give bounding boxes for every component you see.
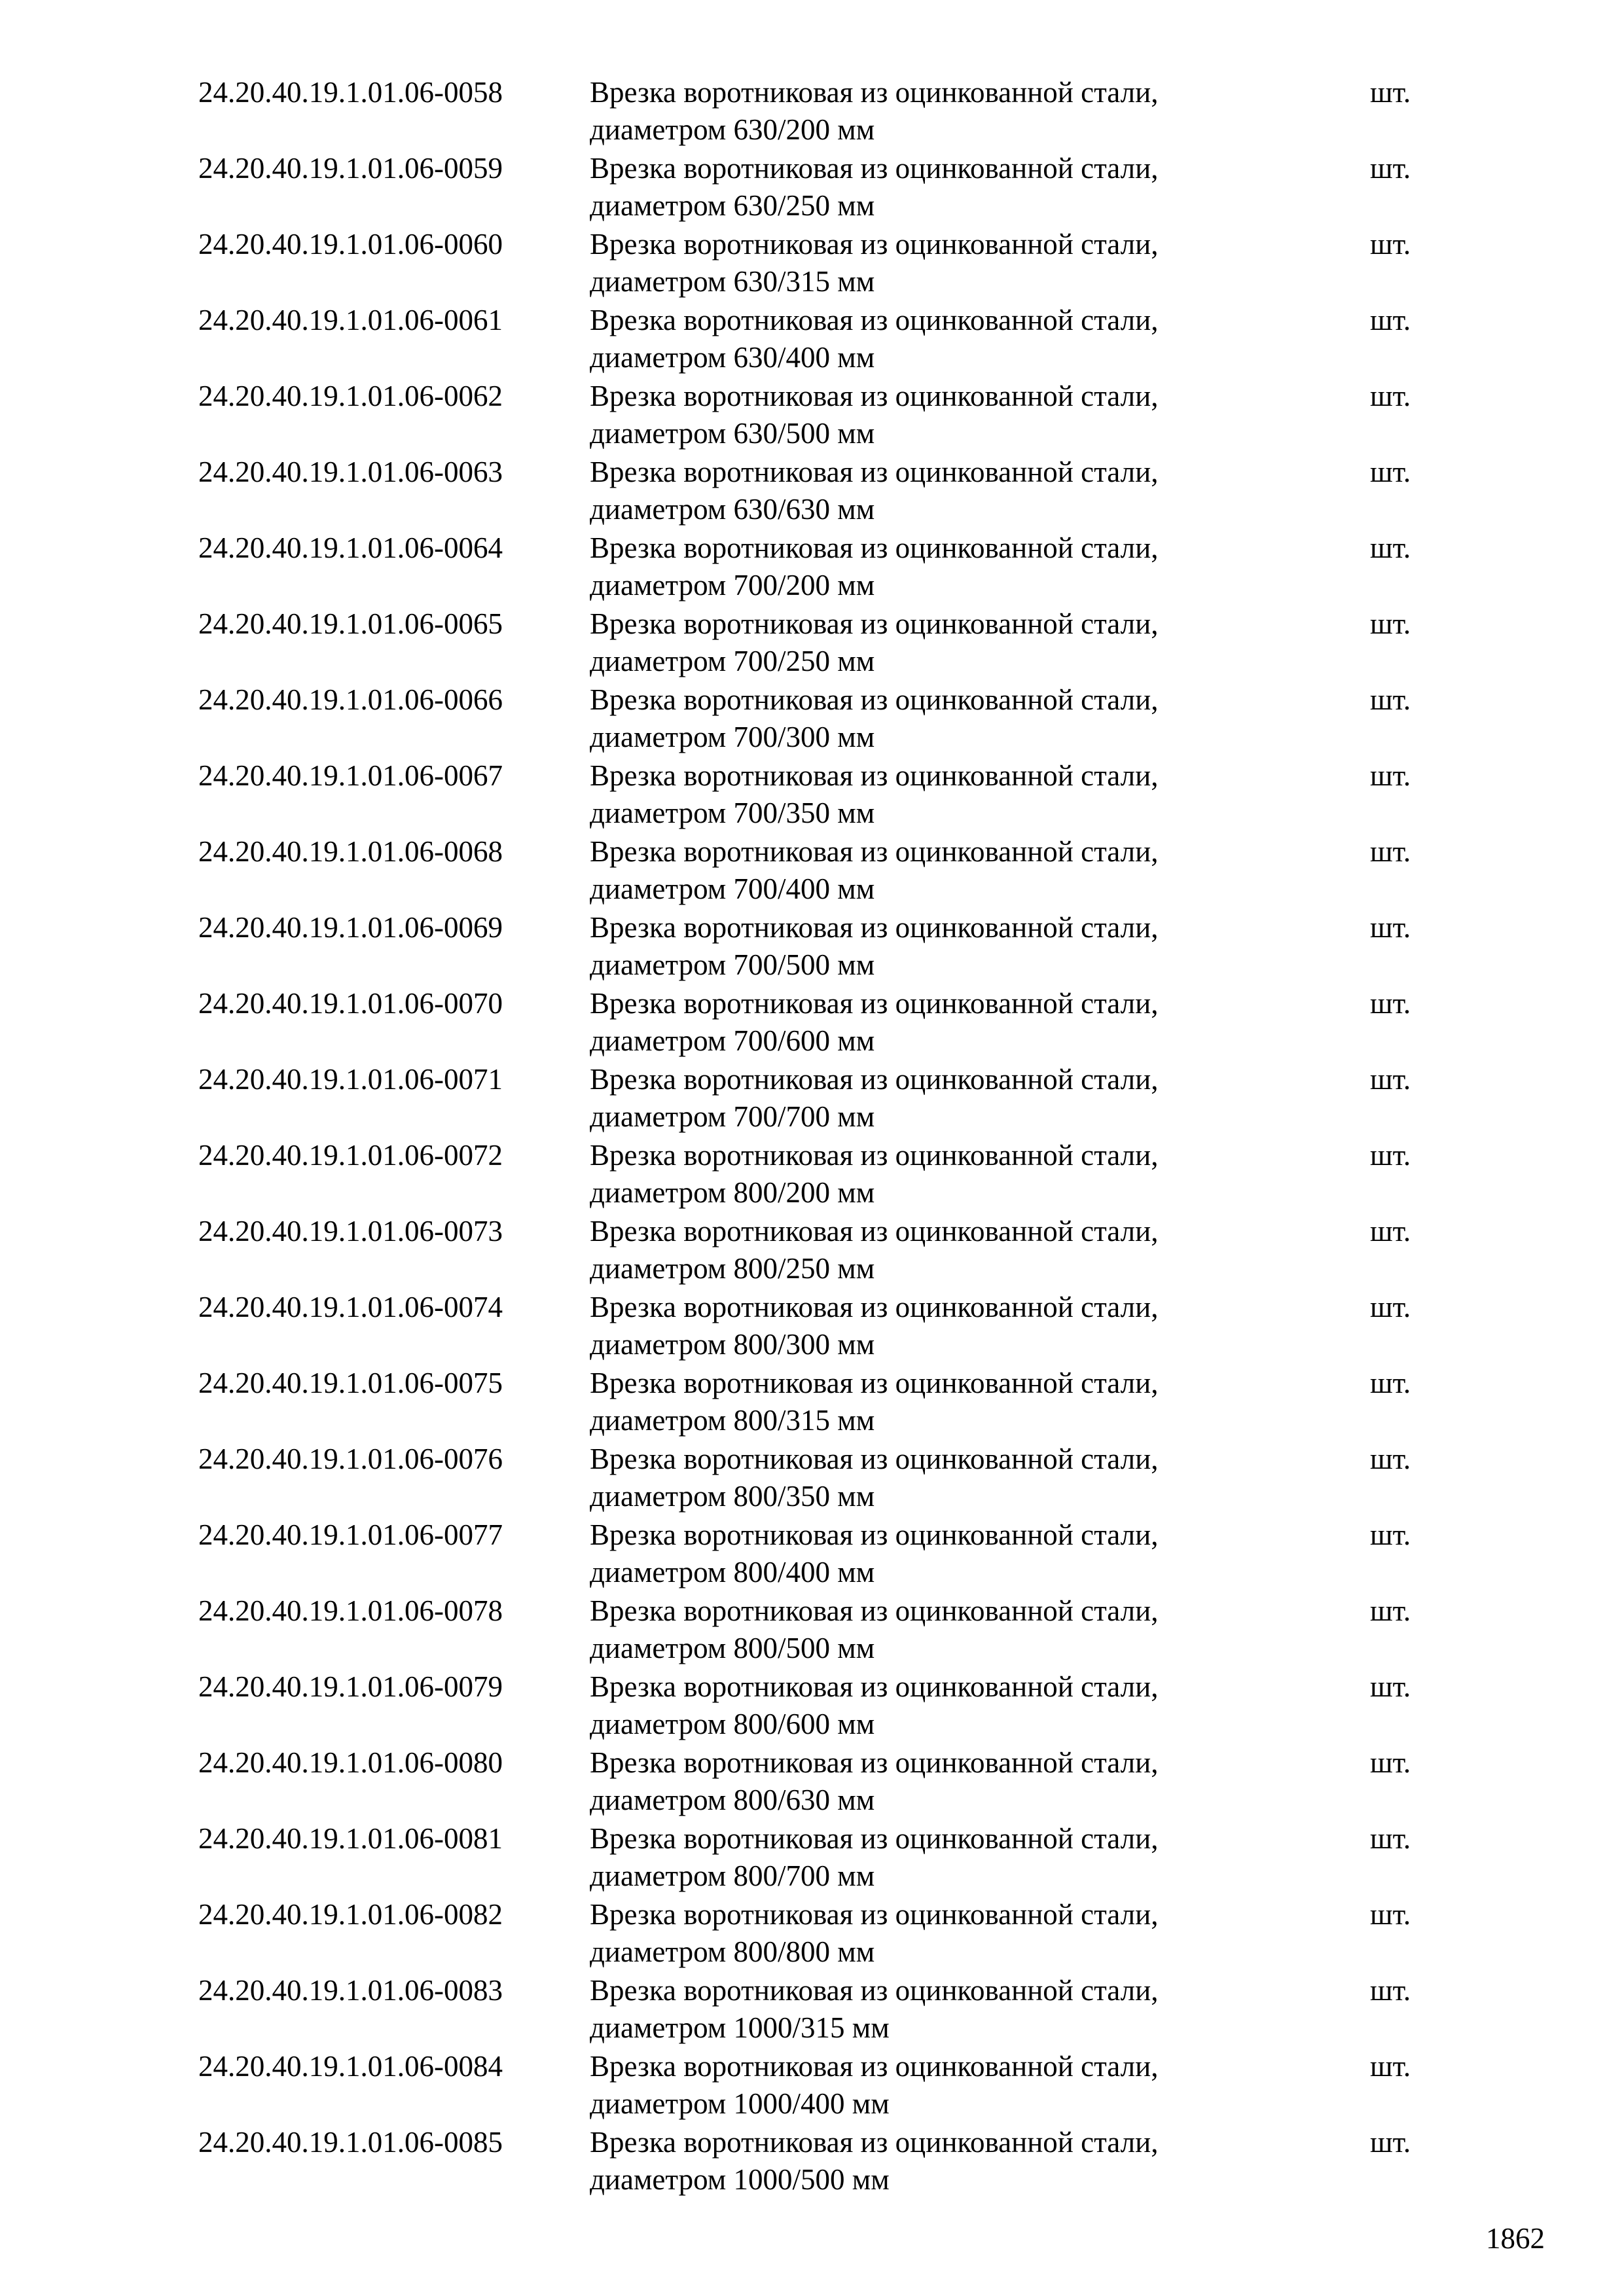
item-description (590, 1516, 1323, 1591)
item-description (590, 378, 1323, 452)
description-line-2: диаметром 630/250 мм (590, 189, 875, 222)
item-unit: шт. (1370, 1670, 1411, 1703)
description-line-1: Врезка воротниковая из оцинкованной стали, (590, 1746, 1159, 1779)
description-line-2: диаметром 700/600 мм (590, 1024, 875, 1057)
item-unit: шт. (1370, 531, 1411, 564)
item-description (590, 74, 1323, 149)
item-code: 24.20.40.19.1.01.06-0060 (198, 228, 503, 260)
catalog-row (198, 302, 1442, 378)
description-line-1: Врезка воротниковая из оцинкованной стали, (590, 1898, 1159, 1931)
item-code: 24.20.40.19.1.01.06-0072 (198, 1139, 503, 1172)
item-description (590, 1896, 1323, 1971)
description-line-2: диаметром 800/200 мм (590, 1176, 875, 1209)
description-line-1: Врезка воротниковая из оцинкованной стали, (590, 1670, 1159, 1703)
item-description (590, 1592, 1323, 1667)
item-code: 24.20.40.19.1.01.06-0065 (198, 607, 503, 640)
item-unit: шт. (1370, 683, 1411, 716)
description-line-2: диаметром 800/315 мм (590, 1404, 875, 1437)
description-line-2: диаметром 1000/500 мм (590, 2163, 890, 2196)
description-line-2: диаметром 700/500 мм (590, 948, 875, 981)
item-code: 24.20.40.19.1.01.06-0078 (198, 1594, 503, 1627)
item-description (590, 454, 1323, 528)
catalog-row (198, 833, 1442, 909)
description-line-2: диаметром 630/200 мм (590, 113, 875, 146)
description-line-2: диаметром 700/200 мм (590, 569, 875, 601)
item-description (590, 1820, 1323, 1895)
description-line-2: диаметром 800/500 мм (590, 1632, 875, 1664)
item-unit: шт. (1370, 1518, 1411, 1551)
description-line-1: Врезка воротниковая из оцинкованной стали, (590, 1215, 1159, 1247)
item-description (590, 529, 1323, 604)
description-line-2: диаметром 700/400 мм (590, 872, 875, 905)
item-unit: шт. (1370, 1215, 1411, 1247)
description-line-2: диаметром 800/700 мм (590, 1859, 875, 1892)
item-description (590, 909, 1323, 984)
item-unit: шт. (1370, 835, 1411, 868)
catalog-row (198, 681, 1442, 757)
item-code: 24.20.40.19.1.01.06-0075 (198, 1367, 503, 1399)
catalog-list (198, 74, 1442, 2200)
item-code: 24.20.40.19.1.01.06-0080 (198, 1746, 503, 1779)
item-description (590, 1744, 1323, 1819)
item-unit: шт. (1370, 152, 1411, 185)
catalog-row (198, 378, 1442, 454)
item-unit: шт. (1370, 1822, 1411, 1855)
catalog-row (198, 150, 1442, 226)
description-line-2: диаметром 630/500 мм (590, 417, 875, 450)
description-line-1: Врезка воротниковая из оцинкованной стали, (590, 1594, 1159, 1627)
item-code: 24.20.40.19.1.01.06-0074 (198, 1291, 503, 1323)
description-line-2: диаметром 800/350 мм (590, 1480, 875, 1513)
catalog-row (198, 74, 1442, 150)
item-description (590, 1061, 1323, 1136)
description-line-2: диаметром 630/400 мм (590, 341, 875, 374)
catalog-row (198, 1820, 1442, 1896)
catalog-row (198, 1365, 1442, 1441)
catalog-row (198, 1592, 1442, 1668)
item-unit: шт. (1370, 228, 1411, 260)
catalog-row (198, 1213, 1442, 1289)
description-line-2: диаметром 800/400 мм (590, 1556, 875, 1588)
item-description (590, 1289, 1323, 1363)
item-unit: шт. (1370, 304, 1411, 336)
catalog-row (198, 985, 1442, 1061)
description-line-1: Врезка воротниковая из оцинкованной стали, (590, 1518, 1159, 1551)
item-description (590, 226, 1323, 300)
item-unit: шт. (1370, 1139, 1411, 1172)
item-description (590, 681, 1323, 756)
item-unit: шт. (1370, 380, 1411, 412)
item-description (590, 1668, 1323, 1743)
item-unit: шт. (1370, 1443, 1411, 1475)
item-code: 24.20.40.19.1.01.06-0085 (198, 2126, 503, 2159)
description-line-1: Врезка воротниковая из оцинкованной стали, (590, 76, 1159, 109)
catalog-row (198, 2124, 1442, 2200)
item-description (590, 1365, 1323, 1439)
item-unit: шт. (1370, 456, 1411, 488)
item-code: 24.20.40.19.1.01.06-0073 (198, 1215, 503, 1247)
item-description (590, 302, 1323, 376)
description-line-1: Врезка воротниковая из оцинкованной стали, (590, 304, 1159, 336)
description-line-2: диаметром 630/315 мм (590, 265, 875, 298)
catalog-row (198, 1668, 1442, 1744)
item-unit: шт. (1370, 1898, 1411, 1931)
item-code: 24.20.40.19.1.01.06-0076 (198, 1443, 503, 1475)
item-description (590, 150, 1323, 224)
page-number: 1862 (1486, 2222, 1545, 2255)
item-unit: шт. (1370, 987, 1411, 1020)
item-description (590, 1972, 1323, 2047)
description-line-2: диаметром 1000/315 мм (590, 2011, 890, 2044)
item-code: 24.20.40.19.1.01.06-0084 (198, 2050, 503, 2083)
description-line-1: Врезка воротниковая из оцинкованной стали, (590, 607, 1159, 640)
item-description (590, 1137, 1323, 1211)
catalog-row (198, 1289, 1442, 1365)
catalog-row (198, 226, 1442, 302)
item-description (590, 757, 1323, 832)
item-unit: шт. (1370, 1367, 1411, 1399)
catalog-row (198, 909, 1442, 985)
description-line-1: Врезка воротниковая из оцинкованной стали, (590, 683, 1159, 716)
item-unit: шт. (1370, 911, 1411, 944)
item-description (590, 985, 1323, 1060)
description-line-1: Врезка воротниковая из оцинкованной стали, (590, 911, 1159, 944)
description-line-1: Врезка воротниковая из оцинкованной стали, (590, 759, 1159, 792)
item-unit: шт. (1370, 76, 1411, 109)
description-line-2: диаметром 630/630 мм (590, 493, 875, 526)
description-line-1: Врезка воротниковая из оцинкованной стали, (590, 1291, 1159, 1323)
item-description (590, 833, 1323, 908)
description-line-2: диаметром 800/600 мм (590, 1708, 875, 1740)
description-line-2: диаметром 700/350 мм (590, 797, 875, 829)
description-line-1: Врезка воротниковая из оцинкованной стали, (590, 835, 1159, 868)
item-code: 24.20.40.19.1.01.06-0068 (198, 835, 503, 868)
item-description (590, 1213, 1323, 1287)
item-code: 24.20.40.19.1.01.06-0058 (198, 76, 503, 109)
description-line-1: Врезка воротниковая из оцинкованной стали, (590, 456, 1159, 488)
description-line-2: диаметром 800/250 мм (590, 1252, 875, 1285)
catalog-row (198, 529, 1442, 605)
catalog-row (198, 1137, 1442, 1213)
catalog-row (198, 1441, 1442, 1516)
description-line-2: диаметром 700/300 мм (590, 721, 875, 753)
item-unit: шт. (1370, 1594, 1411, 1627)
catalog-row (198, 1744, 1442, 1820)
description-line-1: Врезка воротниковая из оцинкованной стали, (590, 1139, 1159, 1172)
item-code: 24.20.40.19.1.01.06-0070 (198, 987, 503, 1020)
item-description (590, 2124, 1323, 2198)
description-line-1: Врезка воротниковая из оцинкованной стали, (590, 152, 1159, 185)
description-line-1: Врезка воротниковая из оцинкованной стали, (590, 1063, 1159, 1096)
description-line-1: Врезка воротниковая из оцинкованной стали, (590, 987, 1159, 1020)
item-unit: шт. (1370, 1746, 1411, 1779)
item-description (590, 1441, 1323, 1515)
item-code: 24.20.40.19.1.01.06-0069 (198, 911, 503, 944)
item-unit: шт. (1370, 2126, 1411, 2159)
description-line-1: Врезка воротниковая из оцинкованной стали, (590, 380, 1159, 412)
description-line-1: Врезка воротниковая из оцинкованной стали, (590, 228, 1159, 260)
item-unit: шт. (1370, 1063, 1411, 1096)
catalog-row (198, 757, 1442, 833)
description-line-1: Врезка воротниковая из оцинкованной стали, (590, 2126, 1159, 2159)
catalog-row (198, 2048, 1442, 2124)
item-description (590, 605, 1323, 680)
item-code: 24.20.40.19.1.01.06-0062 (198, 380, 503, 412)
description-line-2: диаметром 800/800 мм (590, 1935, 875, 1968)
item-code: 24.20.40.19.1.01.06-0066 (198, 683, 503, 716)
item-code: 24.20.40.19.1.01.06-0071 (198, 1063, 503, 1096)
description-line-2: диаметром 800/630 мм (590, 1784, 875, 1816)
catalog-row (198, 1061, 1442, 1137)
catalog-row (198, 1516, 1442, 1592)
item-code: 24.20.40.19.1.01.06-0059 (198, 152, 503, 185)
item-unit: шт. (1370, 607, 1411, 640)
description-line-2: диаметром 700/250 мм (590, 645, 875, 677)
description-line-2: диаметром 800/300 мм (590, 1328, 875, 1361)
item-unit: шт. (1370, 2050, 1411, 2083)
catalog-row (198, 605, 1442, 681)
description-line-1: Врезка воротниковая из оцинкованной стали, (590, 1367, 1159, 1399)
item-code: 24.20.40.19.1.01.06-0061 (198, 304, 503, 336)
item-description (590, 2048, 1323, 2123)
item-code: 24.20.40.19.1.01.06-0082 (198, 1898, 503, 1931)
item-code: 24.20.40.19.1.01.06-0083 (198, 1974, 503, 2007)
catalog-row (198, 454, 1442, 529)
description-line-1: Врезка воротниковая из оцинкованной стали, (590, 2050, 1159, 2083)
item-code: 24.20.40.19.1.01.06-0063 (198, 456, 503, 488)
description-line-1: Врезка воротниковая из оцинкованной стали, (590, 1822, 1159, 1855)
description-line-1: Врезка воротниковая из оцинкованной стали, (590, 1974, 1159, 2007)
catalog-row (198, 1896, 1442, 1972)
description-line-1: Врезка воротниковая из оцинкованной стали, (590, 1443, 1159, 1475)
item-code: 24.20.40.19.1.01.06-0064 (198, 531, 503, 564)
catalog-row (198, 1972, 1442, 2048)
item-code: 24.20.40.19.1.01.06-0077 (198, 1518, 503, 1551)
item-unit: шт. (1370, 1974, 1411, 2007)
description-line-2: диаметром 700/700 мм (590, 1100, 875, 1133)
item-code: 24.20.40.19.1.01.06-0067 (198, 759, 503, 792)
description-line-1: Врезка воротниковая из оцинкованной стали, (590, 531, 1159, 564)
item-unit: шт. (1370, 1291, 1411, 1323)
item-code: 24.20.40.19.1.01.06-0079 (198, 1670, 503, 1703)
description-line-2: диаметром 1000/400 мм (590, 2087, 890, 2120)
item-code: 24.20.40.19.1.01.06-0081 (198, 1822, 503, 1855)
item-unit: шт. (1370, 759, 1411, 792)
